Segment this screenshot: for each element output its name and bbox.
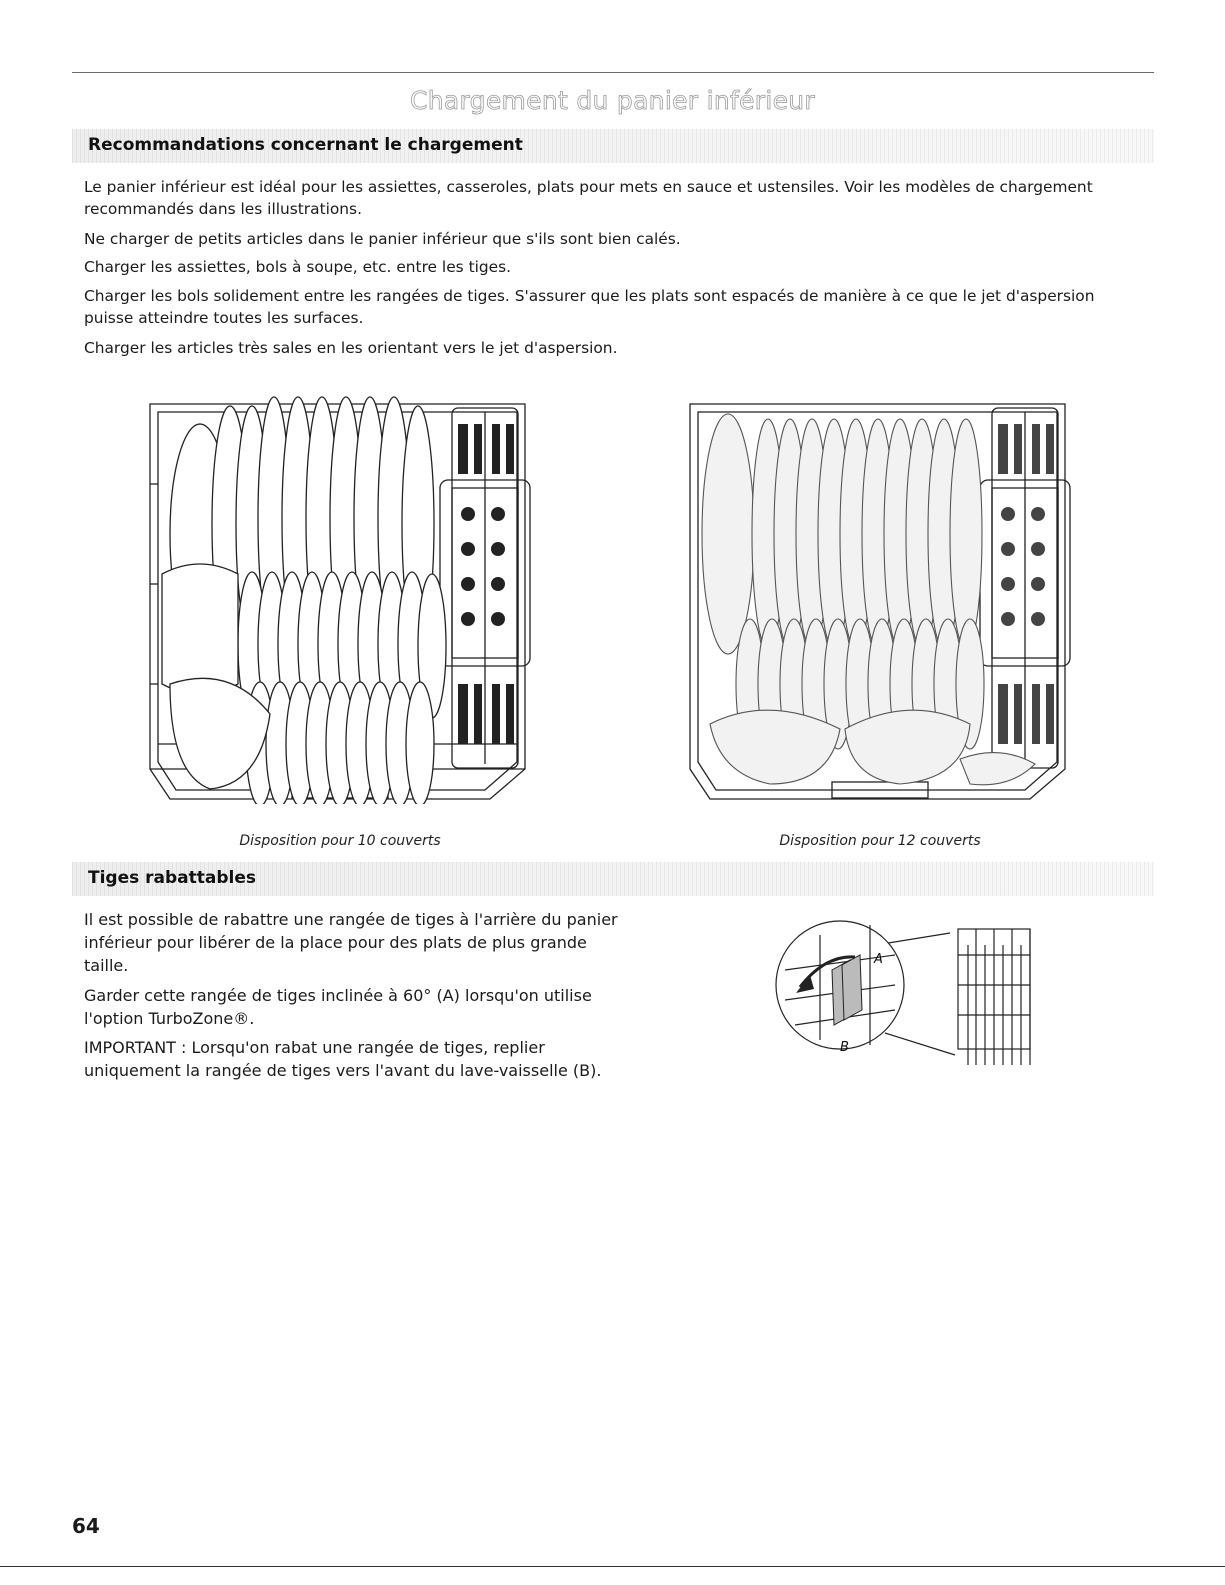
section-heading-band xyxy=(72,129,1154,163)
paragraph: Garder cette rangée de tiges inclinée à 60° (A) lorsqu'on utilise l'option TurboZone®. xyxy=(84,986,592,1028)
paragraph: Ne charger de petits articles dans le panier inférieur que s'ils sont bien calés. xyxy=(84,230,681,248)
paragraph: Il est possible de rabattre une rangée de tiges à l'arrière du panier inférieur pour libérer de la place pour des plats de plus grande taille. xyxy=(84,910,618,975)
important-text: Lorsqu'on rabat une rangée de tiges, replier uniquement la rangée de tiges vers l'avant du lave-vaisselle (B). xyxy=(84,1038,602,1080)
figure-label-a: A xyxy=(874,952,883,967)
section-heading-tiges: Tiges rabattables xyxy=(88,868,257,888)
caption-12-settings: Disposition pour 12 couverts xyxy=(779,833,981,849)
paragraph: Le panier inférieur est idéal pour les assiettes, casseroles, plats pour mets en sauce et ustensiles. Voir les modèles de chargement recommandés dans les illustrations. xyxy=(84,178,1093,218)
caption-10-settings: Disposition pour 10 couverts xyxy=(239,833,441,849)
paragraph: Charger les articles très sales en les orientant vers le jet d'aspersion. xyxy=(84,339,618,357)
bottom-rule xyxy=(0,1566,1225,1567)
top-rule xyxy=(72,72,1154,73)
section-heading-band xyxy=(72,862,1154,896)
page-title: Chargement du panier inférieur xyxy=(410,86,815,115)
important-label: IMPORTANT : xyxy=(84,1038,187,1057)
fold-down-tines-illustration xyxy=(770,915,1045,1075)
page-number: 64 xyxy=(72,1514,100,1538)
paragraph: Charger les assiettes, bols à soupe, etc. entre les tiges. xyxy=(84,258,512,276)
rack-10-settings-illustration xyxy=(140,384,540,804)
rack-12-settings-illustration xyxy=(680,384,1080,804)
figure-label-b: B xyxy=(840,1040,849,1055)
paragraph: Charger les bols solidement entre les rangées de tiges. S'assurer que les plats sont espacés de manière à ce que le jet d'aspersion puisse atteindre toutes les surfaces. xyxy=(84,287,1095,327)
section-heading-recommandations: Recommandations concernant le chargement xyxy=(88,135,523,155)
important-paragraph xyxy=(84,1036,624,1082)
